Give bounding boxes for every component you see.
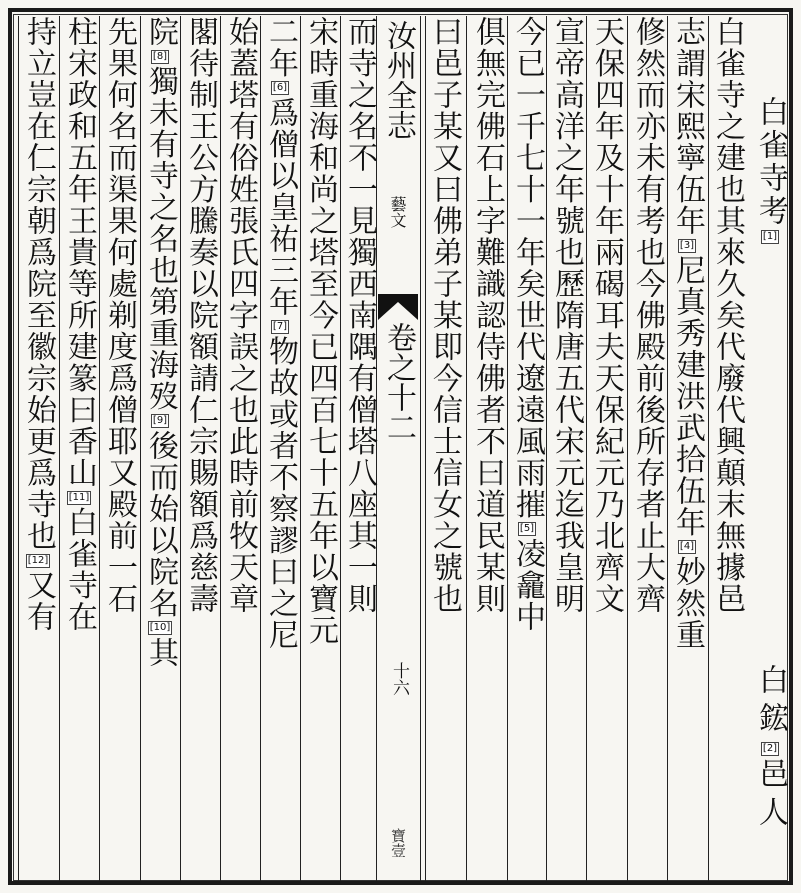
footnote-marker: [6] bbox=[272, 82, 288, 93]
column-text: 今已一千七十一年矣世代遼遠風雨摧 bbox=[510, 16, 545, 520]
volume-label: 卷之十二 bbox=[381, 322, 416, 442]
footnote-marker: [12] bbox=[27, 554, 49, 566]
title-column bbox=[748, 30, 790, 879]
footnote-marker: [4] bbox=[679, 541, 695, 552]
text-column bbox=[339, 16, 379, 879]
text-column bbox=[424, 16, 464, 879]
column-text: 院 bbox=[143, 16, 178, 48]
column-text: 天保四年及十年兩碣耳夫天保紀元乃北齊文 bbox=[589, 16, 624, 615]
column-text: 始蓋塔有俗姓張氏四字誤之也此時前牧天章 bbox=[223, 16, 258, 615]
column-text: 宋時重海和尚之塔至今已四百七十五年以寶元 bbox=[303, 16, 338, 646]
column-text: 而寺之名不一見獨西南隅有僧塔八座其一則 bbox=[342, 16, 377, 615]
column-text: 白雀寺之建也其來久矣代廢代興顛末無據邑 bbox=[710, 16, 745, 615]
column-text: 先果何名而渠果何處剃度爲僧耶又殿前一石 bbox=[102, 16, 137, 615]
column-text: 持立豈在仁宗朝爲院至徽宗始更爲寺也 bbox=[21, 16, 56, 552]
footnote-marker: [3] bbox=[679, 239, 695, 251]
column-text: 二年 bbox=[263, 16, 298, 79]
column-rule bbox=[420, 16, 421, 881]
column-text: 後而始以院名 bbox=[143, 430, 178, 619]
text-column bbox=[586, 16, 626, 879]
article-title: 白雀寺考[1] bbox=[753, 96, 788, 242]
footnote-marker: [8] bbox=[152, 50, 168, 62]
text-column bbox=[627, 16, 667, 879]
column-text: 俱無完佛石上字難識認侍佛者不曰道民某則 bbox=[470, 16, 505, 615]
footnote-marker: [11] bbox=[68, 491, 90, 503]
footnote-marker: [9] bbox=[152, 415, 168, 426]
fishtail-mark bbox=[378, 294, 418, 320]
column-text: 閣待制王公方騰奏以院額請仁宗賜額爲慈壽 bbox=[183, 16, 218, 615]
text-column bbox=[140, 16, 180, 879]
column-text: 物故或者不察謬曰之尼 bbox=[263, 335, 298, 651]
text-column bbox=[220, 16, 260, 879]
section-label: 藝文 bbox=[388, 196, 407, 228]
text-column bbox=[507, 16, 547, 879]
page-number: 十六 bbox=[389, 662, 409, 696]
footnote-marker: [7] bbox=[272, 320, 288, 332]
column-text: 宣帝高洋之年號也歷隋唐五代宋元迄我皇明 bbox=[549, 16, 584, 615]
column-text: 尼真秀建洪武拾伍年 bbox=[670, 254, 705, 538]
article-author: 白鋐[2]邑人 bbox=[753, 664, 788, 834]
column-text: 妙然重 bbox=[670, 556, 705, 651]
footnote-marker: [5] bbox=[519, 523, 535, 534]
footnote-marker: [10] bbox=[149, 622, 171, 633]
column-text: 又有 bbox=[21, 569, 56, 633]
text-column bbox=[467, 16, 507, 879]
book-title: 汝州全志 bbox=[381, 20, 416, 140]
text-column bbox=[99, 16, 139, 879]
center-fold-column bbox=[376, 16, 420, 881]
column-text: 柱宋政和五年王貴等所建篆曰香山 bbox=[62, 16, 97, 489]
text-column bbox=[546, 16, 586, 879]
column-text: 志謂宋熙寧伍年 bbox=[670, 16, 705, 237]
column-text: 凌龕中 bbox=[510, 538, 545, 633]
text-column bbox=[18, 16, 58, 879]
text-column bbox=[707, 16, 747, 879]
text-column bbox=[667, 16, 707, 879]
column-text: 爲僧以皇祐三年 bbox=[263, 97, 298, 318]
column-text: 修然而亦未有考也今佛殿前後所存者止大齊 bbox=[630, 16, 665, 615]
text-column bbox=[180, 16, 220, 879]
column-text: 白雀寺在 bbox=[62, 506, 97, 633]
text-column bbox=[260, 16, 300, 879]
block-mark: 寶壹 bbox=[389, 828, 407, 858]
column-text: 獨未有寺之名也第重海歿 bbox=[143, 65, 178, 412]
footnote-marker: [2] bbox=[762, 743, 778, 754]
column-text: 其 bbox=[143, 637, 178, 669]
footnote-marker: [1] bbox=[762, 231, 778, 242]
column-text: 曰邑子某又曰佛弟子某即今信士信女之號也 bbox=[427, 16, 462, 615]
text-column bbox=[300, 16, 340, 879]
text-column bbox=[59, 16, 99, 879]
